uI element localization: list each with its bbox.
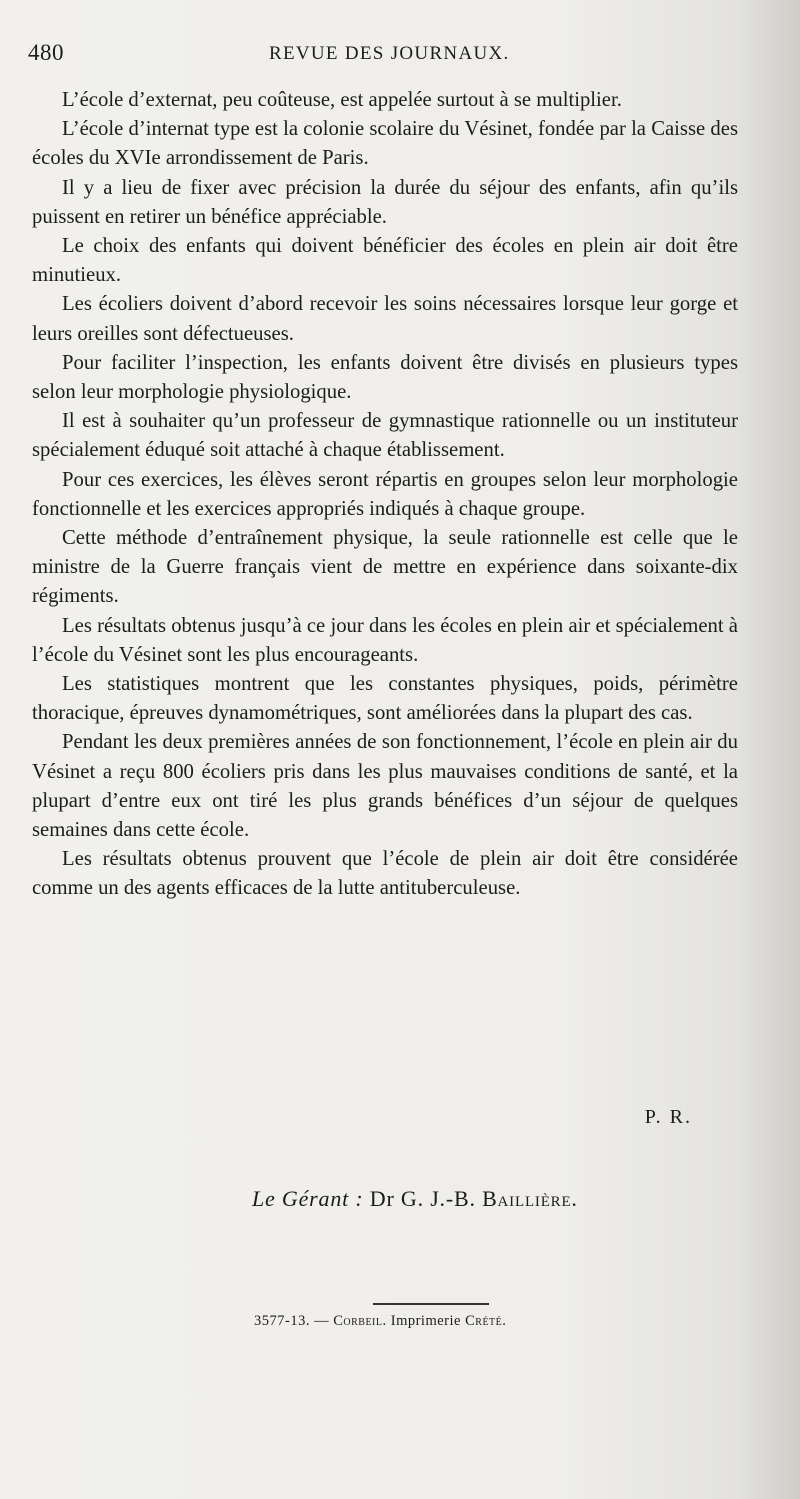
paragraph: Cette méthode d’entraînement physique, la seule rationnelle est celle que le ministre de la Guerre français vient de mettre en expérience dans soixante-dix régiments. bbox=[32, 527, 738, 608]
paragraph: Il y a lieu de fixer avec précision la durée du séjour des enfants, afin qu’ils puissent en retirer un bénéfice appréciable. bbox=[32, 176, 738, 228]
imprint-code: 3577-13. — bbox=[254, 1313, 330, 1329]
paragraph: Pour ces exercices, les élèves seront répartis en groupes selon leur morphologie fonctionnelle et les exercices appropriés indiqués à chaque groupe. bbox=[32, 468, 738, 520]
gerant-title: Dr bbox=[369, 1186, 395, 1211]
imprint-printer-word: Imprimerie bbox=[390, 1313, 461, 1329]
author-initials: P. R. bbox=[644, 1106, 692, 1128]
paragraph: L’école d’internat type est la colonie scolaire du Vésinet, fondée par la Caisse des écoles du XVIe arrondissement de Paris. bbox=[32, 118, 738, 170]
article-body bbox=[32, 86, 738, 904]
paragraph: Les écoliers doivent d’abord recevoir les soins nécessaires lorsque leur gorge et leurs oreilles sont défectueuses. bbox=[32, 293, 738, 345]
paragraph: L’école d’externat, peu coûteuse, est appelée surtout à se multiplier. bbox=[62, 89, 622, 111]
gerant-surname: Baillière. bbox=[482, 1186, 578, 1211]
gerant-initials: G. J.-B. bbox=[400, 1186, 476, 1211]
paragraph: Il est à souhaiter qu’un professeur de gymnastique rationnelle ou un instituteur spécialement éduqué soit attaché à chaque établissement. bbox=[32, 410, 738, 462]
paragraph: Pendant les deux premières années de son fonctionnement, l’école en plein air du Vésinet a reçu 800 écoliers pris dans les plus mauvaises conditions de santé, et la plupart d’entre eux ont tiré les plus grands bénéfices d’un séjour de quelques semaines dans cette école. bbox=[32, 731, 738, 842]
paragraph: Les statistiques montrent que les constantes physiques, poids, périmètre thoracique, épreuves dynamométriques, sont améliorées dans la plupart des cas. bbox=[32, 673, 738, 725]
page-number: 480 bbox=[28, 40, 64, 65]
imprint-printer-name: Crété. bbox=[465, 1313, 507, 1329]
running-title: REVUE DES JOURNAUX. bbox=[269, 43, 510, 64]
imprint-line bbox=[254, 1313, 506, 1330]
imprint-divider bbox=[373, 1303, 489, 1305]
gerant-line bbox=[252, 1186, 578, 1212]
paragraph: Pour faciliter l’inspection, les enfants doivent être divisés en plusieurs types selon leur morphologie physiologique. bbox=[32, 351, 738, 404]
paragraph: Les résultats obtenus prouvent que l’école de plein air doit être considérée comme un des agents efficaces de la lutte antituberculeuse. bbox=[32, 848, 738, 900]
paragraph: Le choix des enfants qui doivent bénéficier des écoles en plein air doit être minutieux. bbox=[32, 235, 738, 287]
paragraph: Les résultats obtenus jusqu’à ce jour dans les écoles en plein air et spécialement à l’école du Vésinet sont les plus encourageants. bbox=[32, 614, 738, 666]
gerant-label: Le Gérant : bbox=[252, 1186, 364, 1211]
page-header bbox=[24, 40, 784, 74]
imprint-city: Corbeil. bbox=[333, 1313, 387, 1329]
